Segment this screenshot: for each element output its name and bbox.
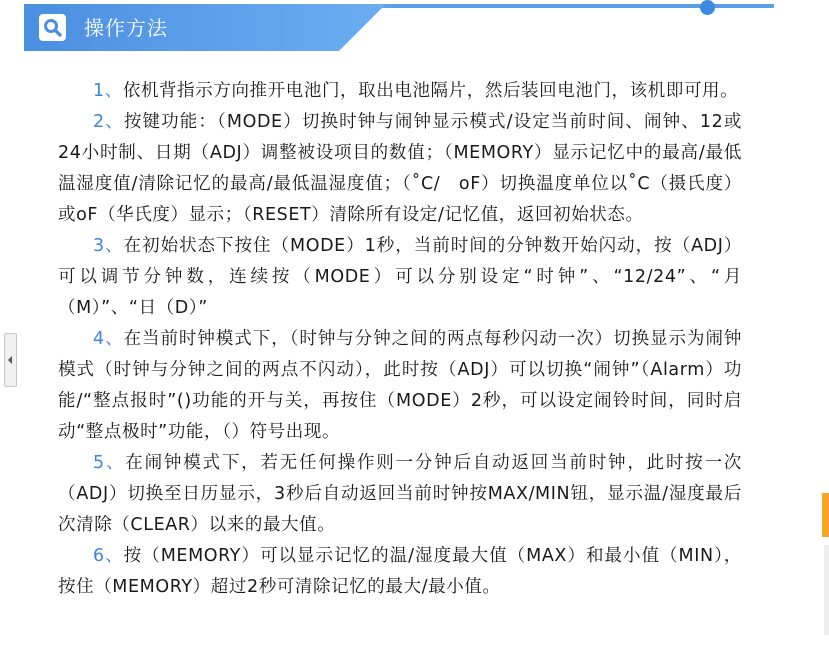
instruction-number: 4、 — [93, 329, 124, 349]
instructions-body — [58, 76, 742, 603]
section-header-banner — [24, 4, 386, 51]
header-dot — [700, 0, 715, 15]
search-icon — [39, 14, 66, 41]
side-marker — [822, 493, 829, 537]
section-title: 操作方法 — [84, 16, 168, 40]
instruction-item — [58, 541, 742, 603]
instruction-item — [58, 231, 742, 324]
instruction-number: 2、 — [93, 112, 124, 132]
instruction-text: 按键功能：（MODE）切换时钟与闹钟显示模式/设定当前时间、闹钟、12或24小时制、日期（ADJ）调整被设项目的数值；（MEMORY）显示记忆中的最高/最低温湿度值/清除记忆的最高/最低温湿度值；（˚C/ oF）切换温度单位以˚C（摄氏度）或oF（华氏度）显示；（RESET）清除所有设定/记忆值，返回初始状态。 — [58, 112, 742, 225]
instruction-text: 在初始状态下按住（MODE）1秒，当前时间的分钟数开始闪动，按（ADJ）可以调节分钟数，连续按（MODE）可以分别设定“时钟”、“12/24”、“月（M）”、“日（D）” — [58, 236, 742, 318]
instruction-text: 在当前时钟模式下，（时钟与分钟之间的两点每秒闪动一次）切换显示为闹钟模式（时钟与分钟之间的两点不闪动），此时按（ADJ）可以切换“闹钟”（Alarm）功能/“整点报时”()功能的开与关，再按住（MODE）2秒，可以设定闹铃时间，同时启动“整点极时”功能，（）符号出现。 — [58, 329, 742, 442]
scroll-track — [824, 545, 829, 635]
instruction-number: 1、 — [93, 81, 123, 101]
instruction-number: 3、 — [93, 236, 124, 256]
chevron-left-icon — [8, 356, 12, 364]
instruction-text: 按（MEMORY）可以显示记忆的温/湿度最大值（MAX）和最小值（MIN），按住（MEMORY）超过2秒可清除记忆的最大/最小值。 — [58, 546, 742, 597]
instruction-text: 在闹钟模式下，若无任何操作则一分钟后自动返回当前时钟，此时按一次（ADJ）切换至日历显示，3秒后自动返回当前时钟按MAX/MIN钮，显示温/湿度最后次清除（CLEAR）以来的最大值。 — [58, 453, 742, 535]
instruction-text: 依机背指示方向推开电池门，取出电池隔片，然后装回电池门，该机即可用。 — [122, 81, 739, 101]
instruction-number: 6、 — [93, 546, 124, 566]
collapse-sidebar-handle[interactable] — [4, 333, 17, 387]
instruction-item — [58, 107, 742, 231]
instruction-item — [58, 448, 742, 541]
instruction-item — [58, 76, 742, 107]
instruction-item — [58, 324, 742, 448]
instruction-number: 5、 — [93, 453, 126, 473]
